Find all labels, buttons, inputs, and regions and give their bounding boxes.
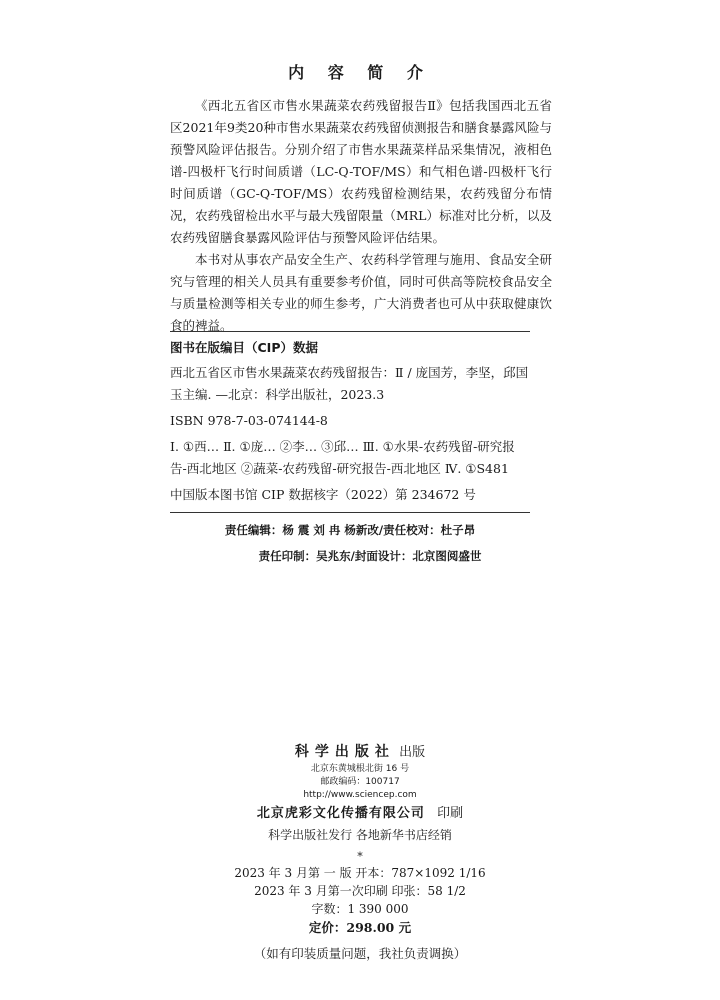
- credits-production: 责任印制：吴兆东/封面设计：北京图阅盛世: [258, 549, 482, 563]
- publisher-website: http://www.sciencep.com: [303, 790, 417, 800]
- publisher-line: [140, 742, 580, 763]
- intro-paragraph-2: 本书对从事农产品安全生产、农药科学管理与施用、食品安全研究与管理的相关人员具有重要参考价值，同时可供高等院校食品安全与质量检测等相关专业的师生参考，广大消费者也可从中获取健康饮食的裨益。: [170, 252, 552, 333]
- price-line: 定价：298.00 元: [308, 920, 412, 935]
- publisher-address: 北京东黄城根北街 16 号: [310, 764, 410, 774]
- edition-line: 2023 年 3 月第 一 版 开本：787×1092 1/16: [234, 866, 486, 880]
- printer-name: 北京虎彩文化传播有限公司: [256, 806, 425, 821]
- wordcount-line: 字数：1 390 000: [311, 902, 409, 916]
- cip-classification: Ⅰ. ①西… Ⅱ. ①庞… ②李… ③邱… Ⅲ. ①水果-农药残留-研究报告-西北地区 ②蔬菜-农药残留-研究报告-西北地区 Ⅳ. ①S481: [170, 439, 515, 476]
- intro-paragraph-1: 《西北五省区市售水果蔬菜农药残留报告Ⅱ》包括我国西北五省区2021年9类20种市售水果蔬菜农药残留侦测报告和膳食暴露风险与预警风险评估报告。分别介绍了市售水果蔬菜样品采集情况，液相色谱-四极杆飞行时间质谱（LC-Q-TOF/MS）和气相色谱-四极杆飞行时间质谱（GC-Q-TOF/MS）农药残留检测结果，农药残留分布情况，农药残留检出水平与最大残留限量（MRL）标准对比分析，以及农药残留膳食暴露风险评估与预警风险评估结果。: [170, 98, 552, 245]
- cip-record: 中国版本图书馆 CIP 数据核字（2022）第 234672 号: [170, 487, 476, 502]
- separator-star: *: [357, 850, 363, 863]
- cip-block: [170, 331, 530, 513]
- printer-line: [140, 804, 580, 824]
- credits-editors: 责任编辑：杨 震 刘 冉 杨新改/责任校对：杜子昂: [224, 523, 476, 537]
- cip-citation: 西北五省区市售水果蔬菜农药残留报告：Ⅱ / 庞国芳，李坚，邱国玉主编. —北京：科学出版社，2023.3: [170, 365, 529, 402]
- publisher-name: 科学出版社: [294, 744, 395, 760]
- publisher-postcode: 邮政编码：100717: [320, 777, 400, 787]
- imprint-block: [140, 742, 580, 964]
- quality-notice: （如有印装质量问题，我社负责调换）: [253, 946, 467, 961]
- printing-line: 2023 年 3 月第一次印刷 印张：58 1/2: [254, 884, 466, 898]
- cip-isbn: ISBN 978-7-03-074144-8: [170, 413, 328, 428]
- publisher-suffix: 出版: [399, 745, 426, 760]
- intro-title: 内 容 简 介: [288, 63, 432, 82]
- distribution-line: 科学出版社发行 各地新华书店经销: [268, 828, 452, 842]
- printer-suffix: 印刷: [437, 806, 464, 821]
- intro-summary: [170, 95, 552, 337]
- credits-block: [170, 517, 530, 569]
- cip-heading: 图书在版编目（CIP）数据: [170, 340, 318, 355]
